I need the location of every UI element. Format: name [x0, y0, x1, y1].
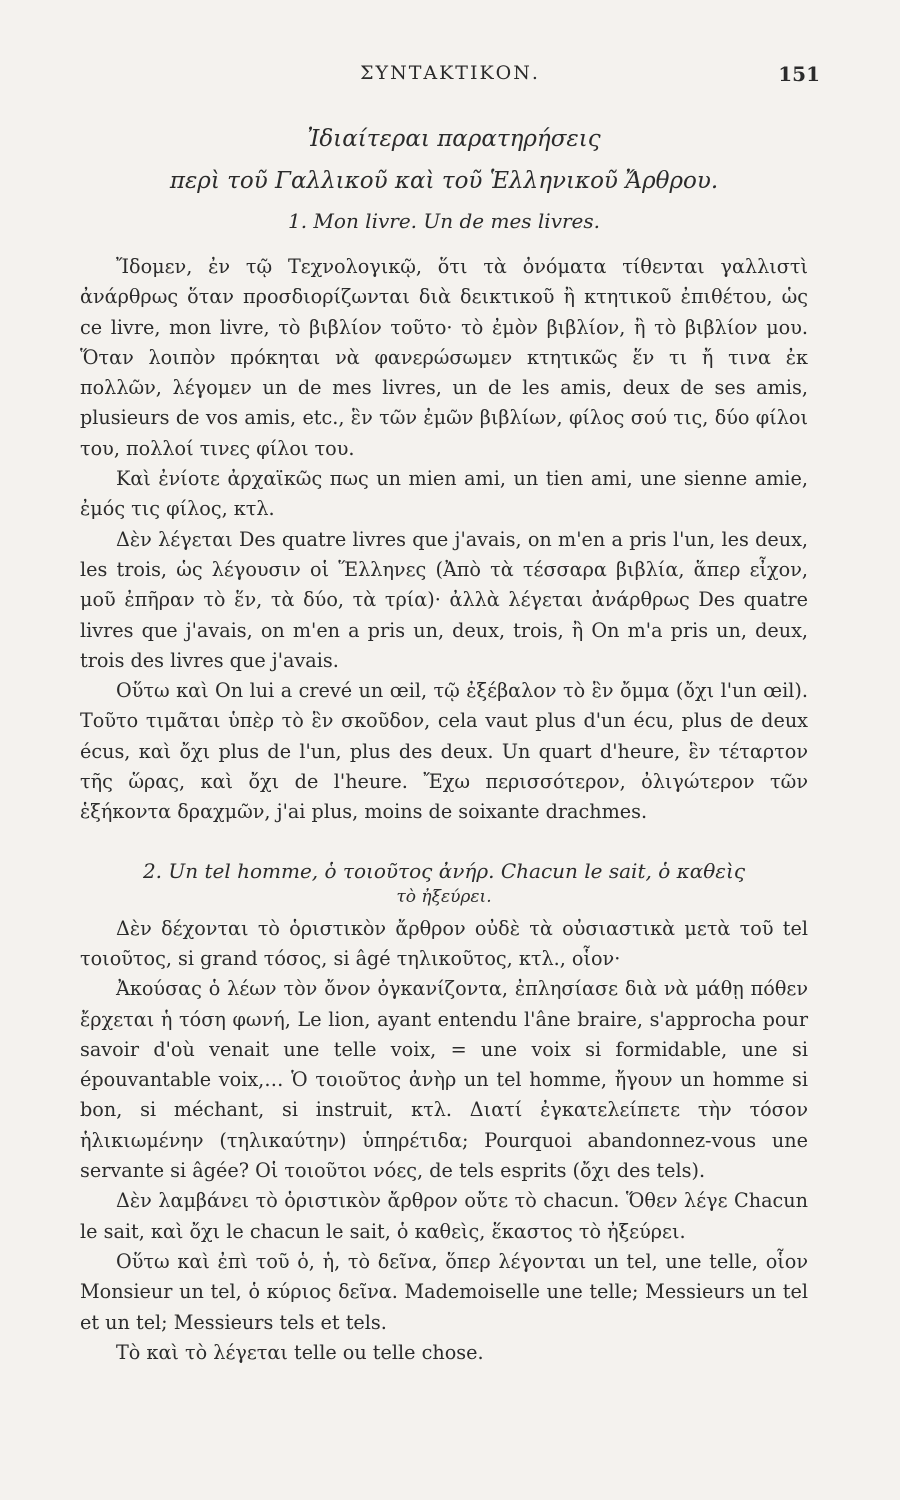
paragraph: Δὲν λέγεται Des quatre livres que j'avais, on m'en a pris l'un, les deux, les trois, ὡς λέγουσιν οἱ Ἕλληνες (Ἀπὸ τὰ τέσσαρα βιβλία, ἅπερ εἶχον, μοῦ ἐπῆραν τὸ ἕν, τὰ δύο, τὰ τρία)· ἀλλὰ λέγεται ἀνάρθρως Des quatre livres que j'avais, on m'en a pris un, deux, trois, ἢ On m'a pris un, deux, trois des livres que j'avais.: [80, 527, 808, 672]
section-2-heading-continuation: τὸ ἠξεύρει.: [396, 886, 492, 907]
section-1-heading: 1. Mon livre. Un de mes livres.: [287, 209, 601, 233]
paragraph: Δὲν δέχονται τὸ ὁριστικὸν ἄρθρον οὐδὲ τὰ οὐσιαστικὰ μετὰ τοῦ tel τοιοῦτος, si grand τόσος, si âgé τηλικοῦτος, κτλ., οἷον·: [80, 916, 808, 970]
paragraph: Οὕτω καὶ On lui a crevé un œil, τῷ ἐξέβαλον τὸ ἓν ὄμμα (ὄχι l'un œil). Τοῦτο τιμᾶται ὑπὲρ τὸ ἓν σκοῦδον, cela vaut plus d'un écu, plus de deux écus, καὶ ὄχι plus de l'un, plus des deux. Un quart d'heure, ἓν τέταρτον τῆς ὥρας, καὶ ὄχι de l'heure. Ἔχω περισσότερον, ὀλιγώτερον τῶν ἑξήκοντα δραχμῶν, j'ai plus, moins de soixante drachmes.: [80, 679, 808, 824]
chapter-title-line-1: Ἰδιαίτεραι παρατηρήσεις: [307, 126, 601, 152]
chapter-title-line-2: περὶ τοῦ Γαλλικοῦ καὶ τοῦ Ἑλληνικοῦ Ἄρθρου.: [169, 168, 719, 194]
paragraph: Ἀκούσας ὁ λέων τὸν ὄνον ὀγκανίζοντα, ἐπλησίασε διὰ νὰ μάθῃ πόθεν ἔρχεται ἡ τόση φωνή, Le lion, ayant entendu l'âne braire, s'approcha pour savoir d'où venait une telle voix, = une voix si formidable, une si épouvantable voix,… Ὁ τοιοῦτος ἀνὴρ un tel homme, ἤγουν un homme si bon, si méchant, si instruit, κτλ. Διατί ἐγκατελείπετε τὴν τόσον ἡλικιωμένην (τηλικαύτην) ὑπηρέτιδα; Pourquoi abandonnez-vous une servante si âgée? Οἱ τοιοῦτοι νόες, de tels esprits (ὄχι des tels).: [80, 977, 808, 1183]
page-number: 151: [778, 62, 820, 86]
section-2-heading-text: 2. Un tel homme, ὁ τοιοῦτος ἀνήρ. Chacun le sait, ὁ καθεὶς: [142, 858, 746, 883]
running-title: ΣΥΝΤΑΚΤΙΚΟΝ.: [360, 62, 540, 84]
page-body: [80, 122, 808, 1368]
paragraph: Ἴδομεν, ἐν τῷ Τεχνολογικῷ, ὅτι τὰ ὀνόματα τίθενται γαλλιστὶ ἀνάρθρως ὅταν προσδιορίζωνται διὰ δεικτικοῦ ἢ κτητικοῦ ἐπιθέτου, ὡς ce livre, mon livre, τὸ βιβλίον τοῦτο· τὸ ἐμὸν βιβλίον, ἢ τὸ βιβλίον μου. Ὅταν λοιπὸν πρόκηται νὰ φανερώσωμεν κτητικῶς ἕν τι ἤ τινα ἐκ πολλῶν, λέγομεν un de mes livres, un de les amis, deux de ses amis, plusieurs de vos amis, etc., ἓν τῶν ἐμῶν βιβλίων, φίλος σού τις, δύο φίλοι του, πολλοί τινες φίλοι του.: [80, 255, 808, 460]
page-header: [0, 62, 900, 92]
paragraph: Καὶ ἐνίοτε ἀρχαϊκῶς πως un mien ami, un tien ami, une sienne amie, ἐμός τις φίλος, κτλ.: [80, 467, 808, 521]
paragraph: Τὸ καὶ τὸ λέγεται telle ou telle chose.: [116, 1340, 484, 1364]
section-2-heading: [80, 856, 808, 908]
paragraph: Δὲν λαμβάνει τὸ ὁριστικὸν ἄρθρον οὔτε τὸ chacun. Ὅθεν λέγε Chacun le sait, καὶ ὄχι le chacun le sait, ὁ καθεὶς, ἕκαστος τὸ ἠξεύρει.: [80, 1189, 808, 1243]
paragraph: Οὕτω καὶ ἐπὶ τοῦ ὁ, ἡ, τὸ δεῖνα, ὅπερ λέγονται un tel, une telle, οἷον Monsieur un tel, ὁ κύριος δεῖνα. Mademoiselle une telle; Messieurs un tel et un tel; Messieurs tels et tels.: [80, 1249, 808, 1334]
